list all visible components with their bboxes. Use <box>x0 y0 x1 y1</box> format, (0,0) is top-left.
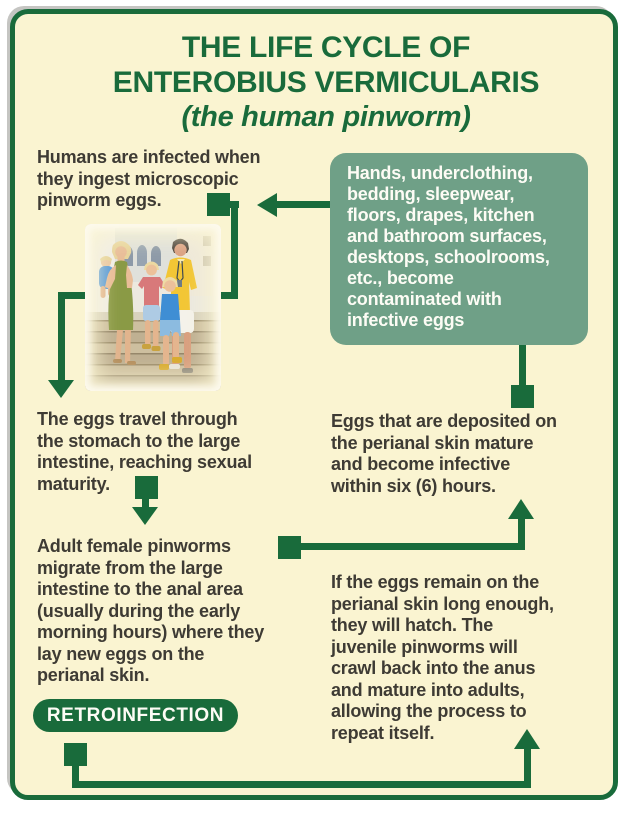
retroinfection-badge: RETROINFECTION <box>33 699 238 732</box>
arrow-down-icon <box>48 380 74 398</box>
connector-line <box>519 344 526 389</box>
connector-line <box>275 201 332 208</box>
text-eggs-deposited: Eggs that are deposited on the perianal skin mature and become infective within six (6) hours. <box>331 411 557 496</box>
text-adult-females: Adult female pinworms migrate from the large intestine to the anal area (usually during the early morning hours) where they lay new eggs on the perianal skin. <box>37 536 265 685</box>
text-humans-infected: Humans are infected when they ingest microscopic pinworm eggs. <box>37 147 261 210</box>
connector-line <box>518 518 525 550</box>
photo-vignette <box>85 224 221 391</box>
contamination-box: Hands, underclothing, bedding, sleepwear, floors, drapes, kitchen and bathroom surfaces, desktops, schoolrooms, etc., become contaminated with infective eggs <box>330 153 588 345</box>
title-subtitle: (the human pinworm) <box>181 101 471 133</box>
connector-node <box>511 385 534 408</box>
connector-line <box>231 201 238 299</box>
arrow-down-icon <box>132 507 158 525</box>
connector-line <box>58 292 65 382</box>
connector-node <box>64 743 87 766</box>
connector-line <box>295 543 525 550</box>
text-eggs-travel: The eggs travel through the stomach to the large intestine, reaching sexual maturity. <box>37 409 252 494</box>
title-line-2: ENTEROBIUS VERMICULARIS <box>112 66 540 99</box>
page-title <box>40 30 612 134</box>
arrow-up-icon <box>508 499 534 519</box>
family-photo <box>85 224 221 391</box>
connector-line <box>524 748 531 788</box>
connector-node <box>278 536 301 559</box>
connector-line <box>72 781 531 788</box>
title-line-1: THE LIFE CYCLE OF <box>181 31 471 64</box>
text-eggs-hatch: If the eggs remain on the perianal skin long enough, they will hatch. The juvenile pinworms will crawl back into the anus and mature into adults, allowing the process to repeat itself. <box>331 572 554 743</box>
